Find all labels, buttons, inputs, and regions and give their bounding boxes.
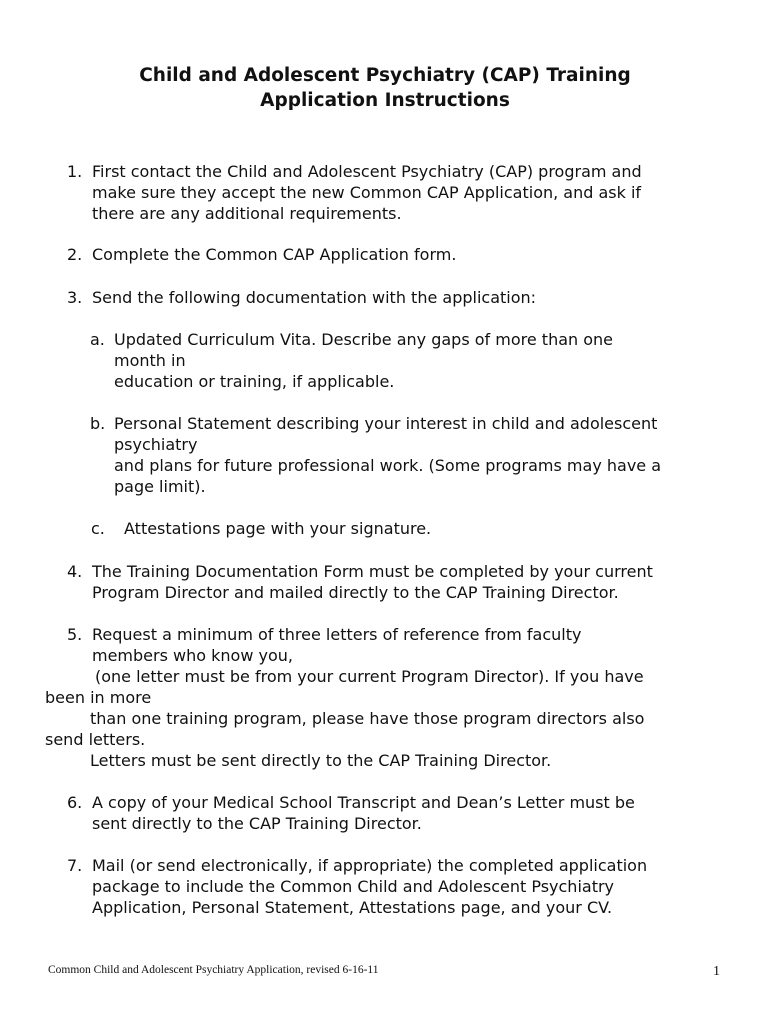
item-5-line-4: been in more: [45, 688, 152, 707]
item-5-line-1: Request a minimum of three letters of reference from faculty: [92, 625, 582, 644]
subitem-b-line-1: Personal Statement describing your interest in child and adolescent: [114, 414, 658, 433]
subitem-letter-c: c.: [91, 519, 105, 538]
item-1-line-1: First contact the Child and Adolescent Psychiatry (CAP) program and: [92, 162, 642, 181]
item-4-line-1: The Training Documentation Form must be completed by your current: [92, 562, 653, 581]
item-number-1: 1.: [67, 162, 83, 181]
subitem-a-line-3: education or training, if applicable.: [114, 372, 395, 391]
item-4-line-2: Program Director and mailed directly to the CAP Training Director.: [92, 583, 619, 602]
item-5-line-6: send letters.: [45, 730, 146, 749]
item-5-line-3: (one letter must be from your current Program Director). If you have: [95, 667, 644, 686]
subitem-b-line-2: psychiatry: [114, 435, 198, 454]
subitem-letter-a: a.: [90, 330, 105, 349]
page-footer: Common Child and Adolescent Psychiatry Application, revised 6-16-11: [48, 964, 379, 976]
item-number-7: 7.: [67, 856, 83, 875]
document-title-line-2: Application Instructions: [260, 90, 510, 111]
item-1-line-2: make sure they accept the new Common CAP Application, and ask if: [92, 183, 642, 202]
item-5-line-7: Letters must be sent directly to the CAP Training Director.: [90, 751, 552, 770]
subitem-b-line-3: and plans for future professional work. (Some programs may have a: [114, 456, 662, 475]
item-number-5: 5.: [67, 625, 83, 644]
item-number-6: 6.: [67, 793, 83, 812]
subitem-letter-b: b.: [90, 414, 106, 433]
item-6-line-2: sent directly to the CAP Training Director.: [92, 814, 422, 833]
item-number-2: 2.: [67, 245, 83, 264]
item-7-line-1: Mail (or send electronically, if appropriate) the completed application: [92, 856, 648, 875]
item-7-line-3: Application, Personal Statement, Attestations page, and your CV.: [92, 898, 613, 917]
subitem-a-line-1: Updated Curriculum Vita. Describe any gaps of more than one: [114, 330, 614, 349]
document-title-line-1: Child and Adolescent Psychiatry (CAP) Training: [139, 65, 631, 86]
subitem-b-line-4: page limit).: [114, 477, 206, 496]
subitem-c-line-1: Attestations page with your signature.: [124, 519, 432, 538]
page-number: 1: [713, 964, 720, 979]
item-7-line-2: package to include the Common Child and Adolescent Psychiatry: [92, 877, 615, 896]
item-5-line-5: than one training program, please have those program directors also: [90, 709, 645, 728]
item-number-3: 3.: [67, 288, 83, 307]
item-1-line-3: there are any additional requirements.: [92, 204, 402, 223]
item-number-4: 4.: [67, 562, 83, 581]
item-3-line-1: Send the following documentation with the application:: [92, 288, 537, 307]
subitem-a-line-2: month in: [114, 351, 186, 370]
item-2-line-1: Complete the Common CAP Application form.: [92, 245, 457, 264]
item-5-line-2: members who know you,: [92, 646, 293, 665]
item-6-line-1: A copy of your Medical School Transcript and Dean’s Letter must be: [92, 793, 635, 812]
